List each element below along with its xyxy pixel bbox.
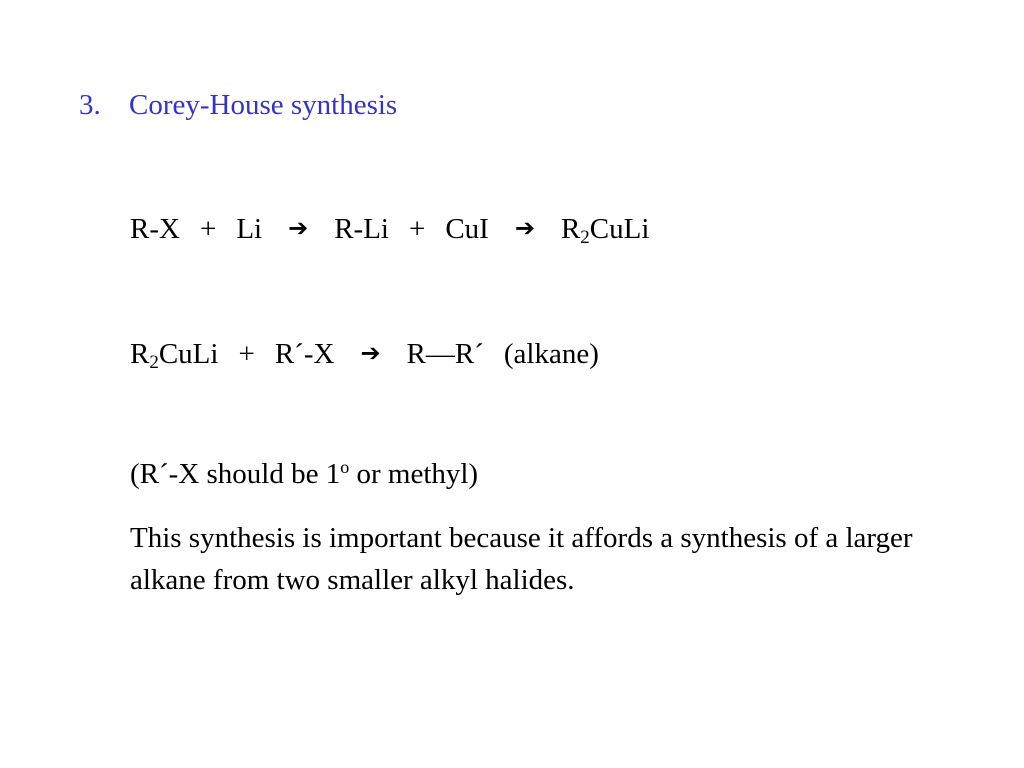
reaction-arrow-icon: ➔ xyxy=(514,214,535,242)
product-alkane: R—R´ xyxy=(406,338,484,370)
reagent-copper-iodide: CuI xyxy=(445,213,489,245)
reactant-cuprate: $R_2CuLi$ xyxy=(130,338,219,373)
intermediate-alkyllithium: R-Li xyxy=(334,213,389,245)
reaction-1 xyxy=(130,209,649,248)
slide-heading xyxy=(79,86,397,124)
heading-title: Corey-House synthesis xyxy=(129,89,398,121)
heading-number: 3. xyxy=(79,89,101,121)
plus-sign: + xyxy=(199,213,217,245)
reactant-lithium: Li xyxy=(236,213,263,245)
plus-sign: + xyxy=(408,213,426,245)
product-note: (alkane) xyxy=(503,338,599,370)
reaction-arrow-icon: ➔ xyxy=(288,214,309,242)
reaction-arrow-icon: ➔ xyxy=(360,339,381,367)
reactant-alkyl-halide: R´-X xyxy=(274,338,335,370)
condition-note: (R´-X should be 1$^o$ or methyl) xyxy=(130,457,479,490)
explanation-paragraph: This synthesis is important because it affords a synthesis of a larger alkane from two smaller alkyl halides. xyxy=(130,522,913,596)
reaction-2 xyxy=(130,334,599,373)
reactant-alkyl-halide: R-X xyxy=(130,213,180,245)
product-cuprate: $R_2CuLi$ xyxy=(560,213,650,248)
plus-sign: + xyxy=(238,338,255,370)
